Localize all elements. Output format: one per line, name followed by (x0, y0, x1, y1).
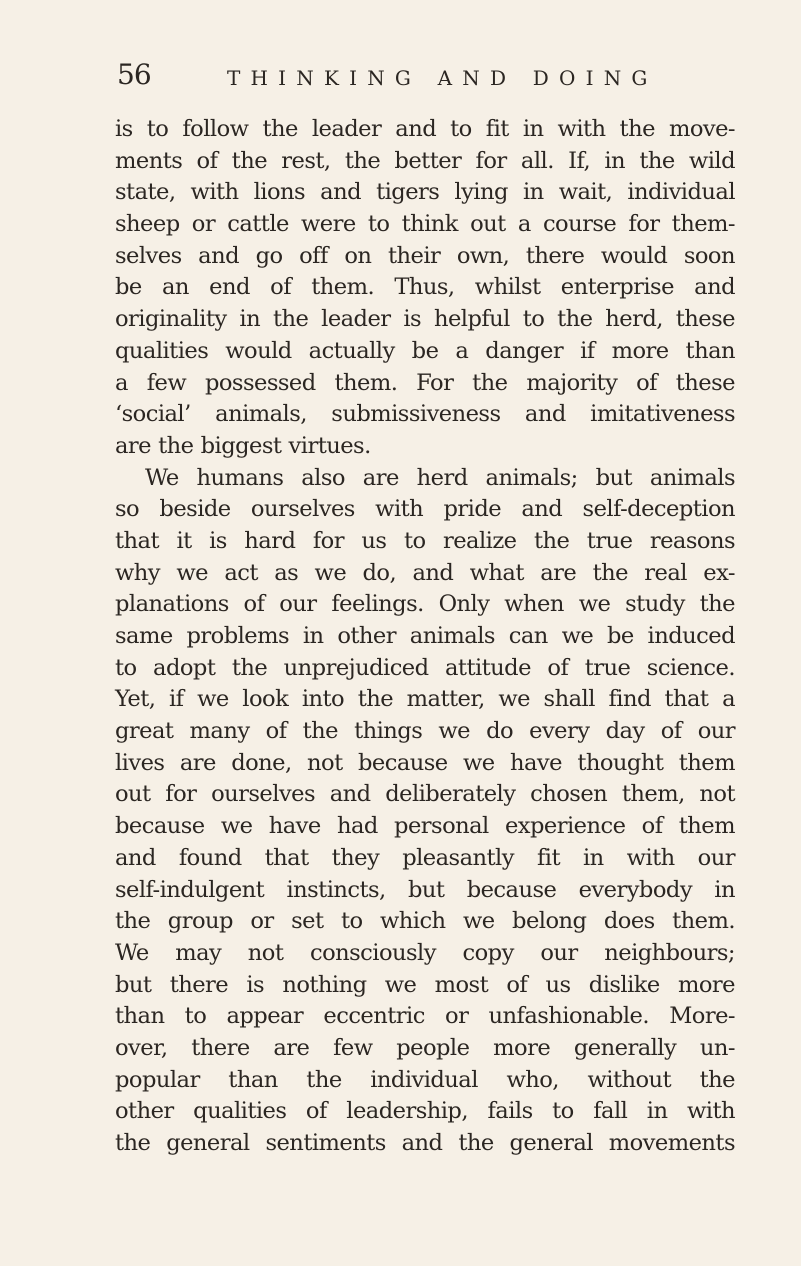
text-line: a few possessed them. For the majority of these (115, 369, 735, 396)
text-line: originality in the leader is helpful to the herd, these (115, 306, 735, 333)
text-line: because we have had personal experience of them (115, 813, 735, 840)
text-line: great many of the things we do every day of our (115, 718, 735, 745)
text-line: out for ourselves and deliberately chosen them, not (115, 781, 735, 808)
text-line: We may not consciously copy our neighbours; (115, 939, 735, 966)
paragraph-first-line: We humans also are herd animals; but animals (145, 464, 735, 491)
text-line: over, there are few people more generally un- (115, 1034, 735, 1061)
text-line: the general sentiments and the general movements (115, 1130, 735, 1156)
text-line: Yet, if we look into the matter, we shall find that a (115, 686, 735, 713)
paragraph-end-line: are the biggest virtues. (115, 432, 371, 459)
text-line: is to follow the leader and to fit in with the move- (115, 116, 735, 142)
page-header (117, 58, 677, 98)
text-line: that it is hard for us to realize the true reasons (115, 527, 735, 554)
text-line: same problems in other animals can we be induced (115, 623, 735, 649)
body-text (115, 114, 735, 1160)
text-line: be an end of them. Thus, whilst enterprise and (115, 274, 735, 301)
text-line: lives are done, not because we have thought them (115, 749, 735, 776)
text-line: to adopt the unprejudiced attitude of true science. (115, 654, 735, 681)
text-line: sheep or cattle were to think out a course for them- (115, 211, 735, 238)
text-line: ments of the rest, the better for all. If, in the wild (115, 147, 735, 174)
text-line: why we act as we do, and what are the real ex- (115, 559, 735, 586)
text-line: qualities would actually be a danger if more than (115, 337, 735, 364)
text-line: ‘social’ animals, submissiveness and imitativeness (115, 401, 735, 428)
text-line: so beside ourselves with pride and self-deception (115, 496, 735, 523)
text-line: planations of our feelings. Only when we study the (115, 591, 735, 618)
text-line: self-indulgent instincts, but because everybody in (115, 876, 735, 903)
text-line: state, with lions and tigers lying in wait, individual (115, 179, 735, 206)
text-line: popular than the individual who, without the (115, 1066, 735, 1093)
text-line: selves and go off on their own, there would soon (115, 242, 735, 269)
text-line: the group or set to which we belong does them. (115, 908, 735, 935)
text-line: but there is nothing we most of us dislike more (115, 971, 735, 998)
text-line: other qualities of leadership, fails to fall in with (115, 1098, 735, 1125)
text-line: than to appear eccentric or unfashionable. More- (115, 1003, 735, 1030)
text-line: and found that they pleasantly fit in with our (115, 844, 735, 871)
running-head: THINKING AND DOING (227, 66, 658, 90)
page-number: 56 (117, 58, 151, 91)
